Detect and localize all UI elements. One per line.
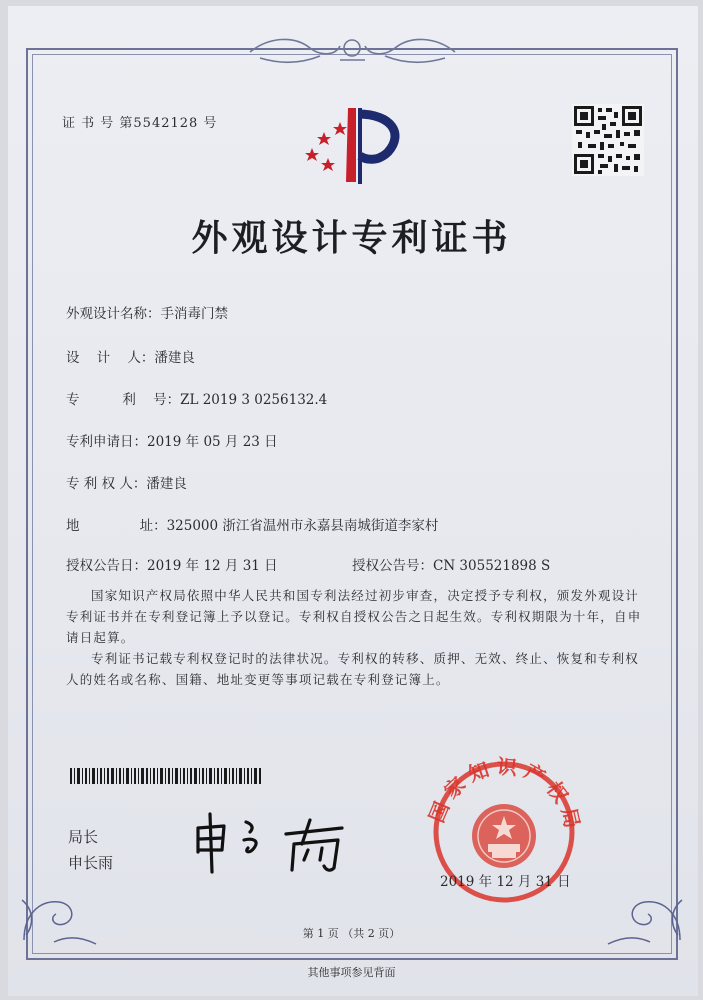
certificate-title: 外观设计专利证书 (191, 218, 512, 259)
designer-label: 设 计 人： (66, 350, 155, 366)
designer-value: 潘建良 (154, 350, 195, 366)
patent-office-logo (300, 100, 410, 186)
grant-number-label: 授权公告号： (352, 558, 433, 574)
seal-date: 2019 年 12 月 31 日 (440, 874, 571, 890)
filing-date-label: 专利申请日： (66, 434, 147, 450)
top-ornament (240, 30, 465, 70)
qr-code (572, 104, 644, 176)
page-indicator: 第 1 页 （共 2 页） (302, 927, 401, 940)
address-label: 地 址： (66, 518, 167, 534)
official-name: 申长雨 (68, 854, 114, 872)
address-row (66, 514, 438, 534)
filing-date-value: 2019 年 05 月 23 日 (147, 434, 278, 450)
design-name-value: 手消毒门禁 (160, 306, 228, 322)
grant-number-value: CN 305521898 S (433, 558, 551, 574)
svg-text:国家知识产权局: 国家知识产权局 (424, 754, 586, 837)
grant-date-label: 授权公告日： (66, 558, 147, 574)
barcode (70, 768, 262, 784)
grant-date-row (66, 554, 278, 574)
certificate-number: 证 书 号 第5542128 号 (62, 116, 218, 131)
patentee-value: 潘建良 (146, 476, 187, 492)
patentee-label: 专 利 权 人： (66, 476, 147, 492)
body-paragraph-2: 专利证书记载专利权登记时的法律状况。专利权的转移、质押、无效、终止、恢复和专利权人的姓名或名称、国籍、地址变更等事项记载在专利登记簿上。 (66, 651, 640, 687)
patent-number-value: ZL 2019 3 0256132.4 (180, 392, 328, 408)
footer-note: 其他事项参见背面 (307, 966, 396, 979)
official-title: 局长 (68, 828, 99, 846)
grant-date-value: 2019 年 12 月 31 日 (147, 558, 278, 574)
filing-date-row (66, 430, 278, 450)
handwritten-signature (190, 808, 360, 878)
patent-number-row (66, 388, 327, 408)
design-name-row (66, 302, 228, 322)
body-paragraph-1: 国家知识产权局依照中华人民共和国专利法经过初步审查，决定授予专利权，颁发外观设计专利证书并在专利登记簿上予以登记。专利权自授权公告之日起生效。专利权期限为十年，自申请日起算。 (66, 588, 642, 645)
patentee-row (66, 472, 187, 492)
address-value: 325000 浙江省温州市永嘉县南城街道李家村 (166, 518, 439, 534)
grant-number-row (352, 554, 550, 574)
design-name-label: 外观设计名称： (66, 306, 161, 322)
designer-row (66, 346, 195, 366)
patent-number-label: 专 利 号： (66, 392, 181, 408)
